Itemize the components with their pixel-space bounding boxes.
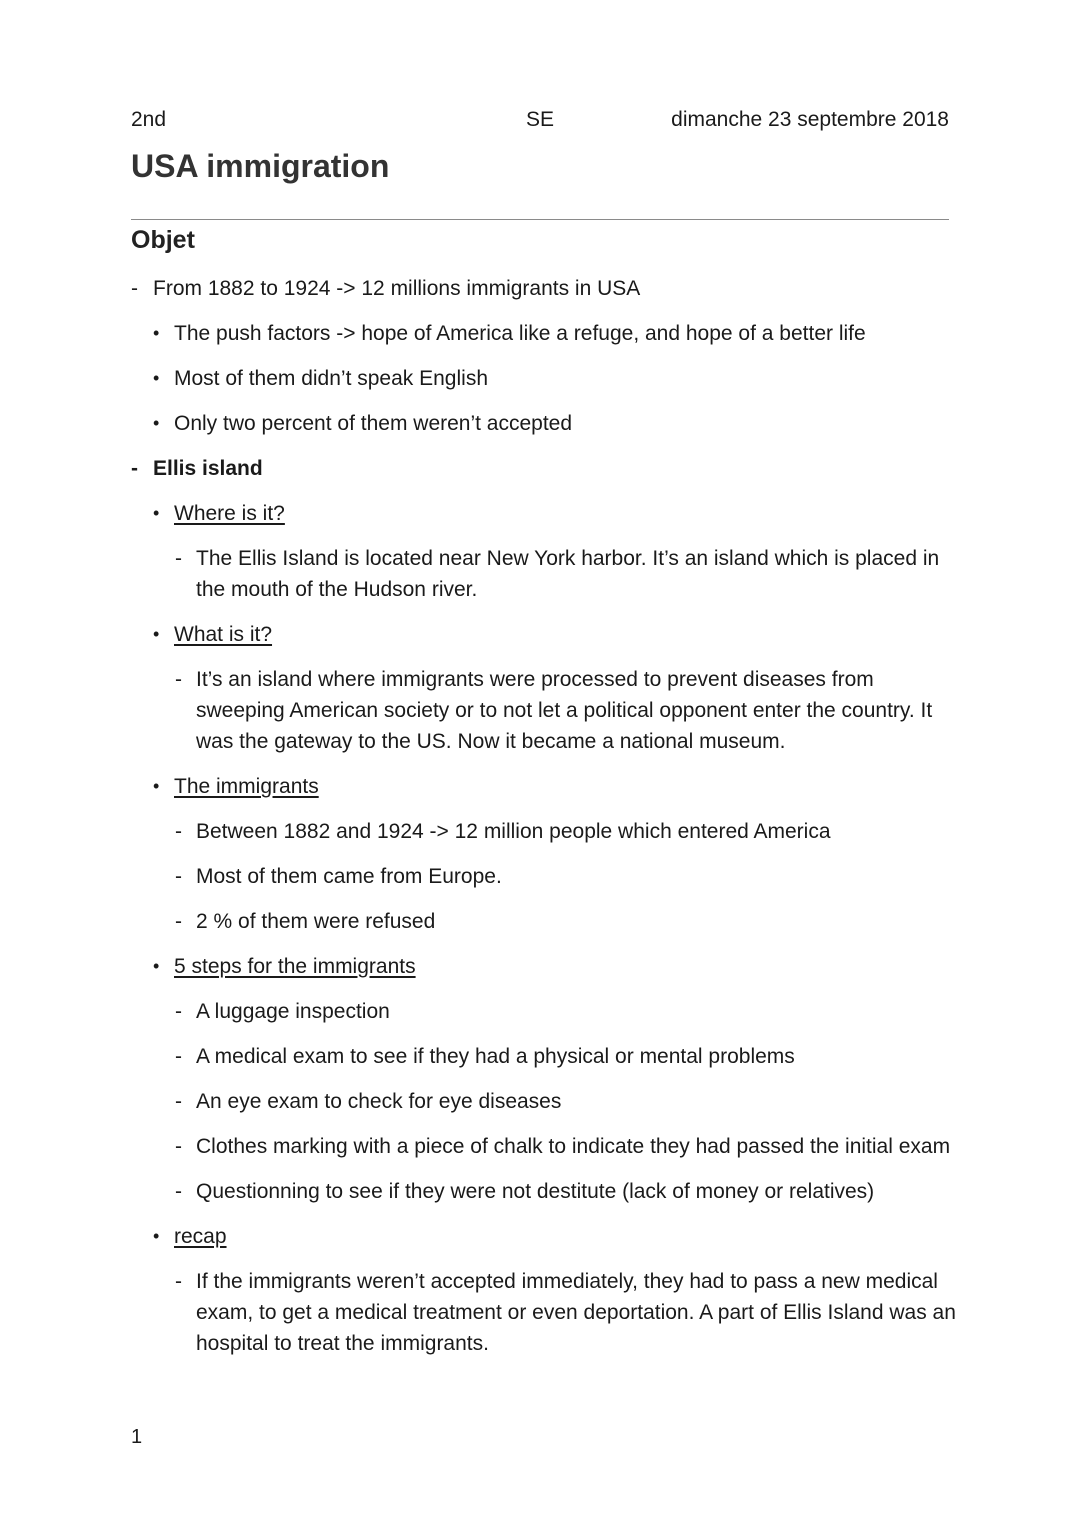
list-item — [131, 906, 961, 937]
intro-bullet-text: Only two percent of them weren’t accepted — [174, 412, 573, 435]
list-item — [131, 408, 961, 439]
dash-marker: - — [175, 1090, 182, 1113]
step-text: Clothes marking with a piece of chalk to indicate they had passed the initial exam — [196, 1135, 951, 1158]
page-number: 1 — [131, 1426, 143, 1448]
dash-marker: - — [175, 668, 182, 691]
list-item — [131, 996, 961, 1027]
subsection-recap — [131, 1221, 961, 1252]
bullet-marker: • — [153, 503, 160, 523]
list-item — [131, 816, 961, 847]
step-text: Questionning to see if they were not destitute (lack of money or relatives) — [196, 1180, 875, 1203]
recap-text: If the immigrants weren’t accepted immediately, they had to pass a new medical exam, to get a medical treatment or even deportation. A part of Ellis Island was an hospital to treat the immigrants. — [196, 1270, 956, 1355]
header-date: dimanche 23 septembre 2018 — [671, 108, 949, 131]
list-item — [131, 664, 961, 757]
list-item — [131, 1266, 961, 1359]
what-text: It’s an island where immigrants were processed to prevent diseases from sweeping American society or to not let a political opponent enter the country. It was the gateway to the US. Now it became a national museum. — [196, 668, 933, 753]
list-item — [131, 861, 961, 892]
list-item — [131, 543, 961, 605]
dash-marker: - — [175, 547, 182, 570]
notes-body — [131, 273, 961, 1373]
bullet-marker: • — [153, 956, 160, 976]
dash-marker: - — [175, 1000, 182, 1023]
list-item — [131, 1086, 961, 1117]
dash-marker: - — [175, 865, 182, 888]
list-item — [131, 363, 961, 394]
subsection-where — [131, 498, 961, 529]
list-item — [131, 1176, 961, 1207]
step-text: An eye exam to check for eye diseases — [196, 1090, 562, 1113]
subsection-steps — [131, 951, 961, 982]
immigrants-title: The immigrants — [174, 775, 319, 798]
dash-marker: - — [175, 910, 182, 933]
document-title: USA immigration — [131, 148, 390, 184]
section-heading: Objet — [131, 226, 195, 254]
dash-marker: - — [131, 277, 138, 300]
intro-item — [131, 273, 961, 304]
what-title: What is it? — [174, 623, 273, 646]
steps-title: 5 steps for the immigrants — [174, 955, 416, 978]
subsection-what — [131, 619, 961, 650]
step-text: A luggage inspection — [196, 1000, 390, 1023]
intro-bullet-text: The push factors -> hope of America like a refuge, and hope of a better life — [174, 322, 866, 345]
dash-marker: - — [175, 1180, 182, 1203]
where-text: The Ellis Island is located near New York harbor. It’s an island which is placed in the mouth of the Hudson river. — [196, 547, 940, 601]
ellis-island-heading: Ellis island — [153, 457, 263, 480]
intro-bullet-text: Most of them didn’t speak English — [174, 367, 488, 390]
recap-title: recap — [174, 1225, 227, 1248]
bullet-marker: • — [153, 624, 160, 644]
header-subject: SE — [526, 108, 555, 131]
immigrants-text: Between 1882 and 1924 -> 12 million people which entered America — [196, 820, 831, 843]
list-item — [131, 318, 961, 349]
dash-marker: - — [175, 1045, 182, 1068]
where-title: Where is it? — [174, 502, 285, 525]
dash-marker: - — [131, 457, 138, 480]
immigrants-text: Most of them came from Europe. — [196, 865, 502, 888]
title-divider — [131, 219, 949, 220]
list-item — [131, 1131, 961, 1162]
bullet-marker: • — [153, 368, 160, 388]
intro-text: From 1882 to 1924 -> 12 millions immigrants in USA — [153, 277, 641, 300]
subsection-immigrants — [131, 771, 961, 802]
bullet-marker: • — [153, 413, 160, 433]
bullet-marker: • — [153, 323, 160, 343]
ellis-island-item — [131, 453, 961, 484]
step-text: A medical exam to see if they had a physical or mental problems — [196, 1045, 795, 1068]
dash-marker: - — [175, 1135, 182, 1158]
bullet-marker: • — [153, 1226, 160, 1246]
page-header — [131, 108, 949, 136]
immigrants-text: 2 % of them were refused — [196, 910, 436, 933]
dash-marker: - — [175, 820, 182, 843]
header-class-level: 2nd — [131, 108, 167, 131]
list-item — [131, 1041, 961, 1072]
bullet-marker: • — [153, 776, 160, 796]
dash-marker: - — [175, 1270, 182, 1293]
